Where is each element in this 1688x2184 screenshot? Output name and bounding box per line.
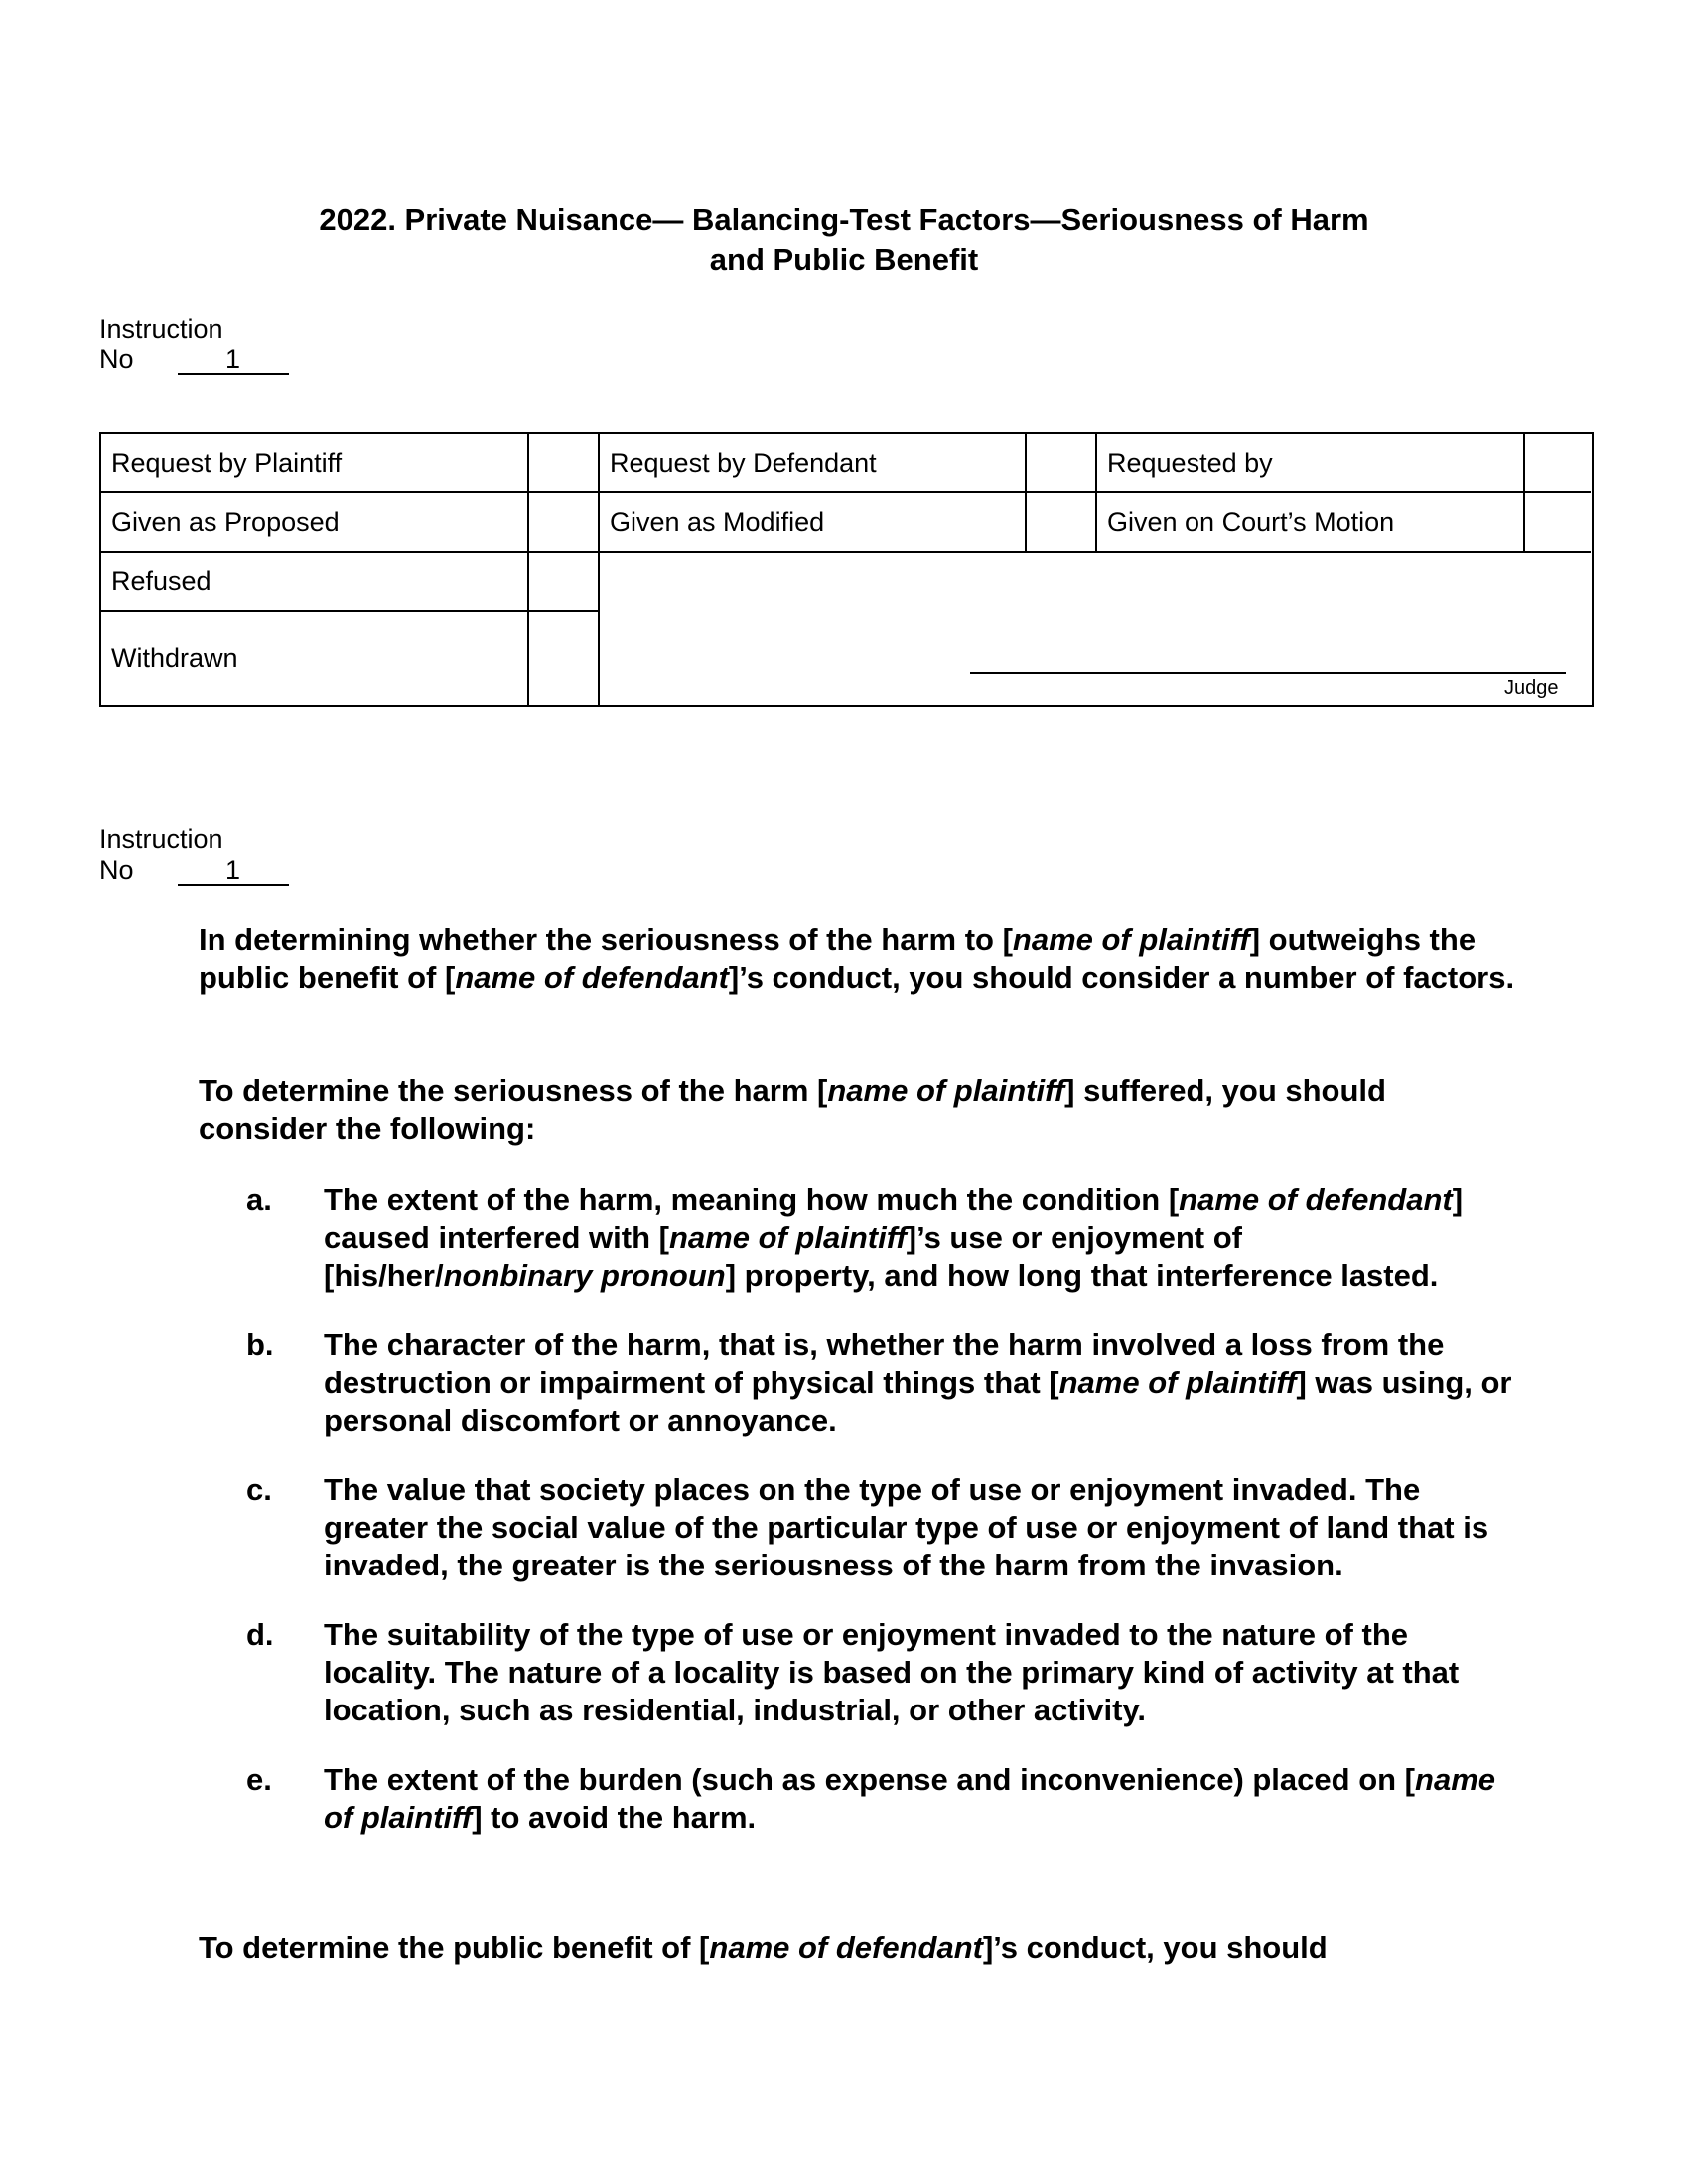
request-by-defendant-label: Request by Defendant (610, 447, 877, 478)
placeholder-name-of-defendant: name of defendant (1179, 1182, 1453, 1217)
list-item: a. The extent of the harm, meaning how much the condition [name of defendant] caused interfered with [name of plaintiff]’s use or enjoyment of [his/her/nonbinary pronoun] property, and how long that interference lasted. (246, 1182, 1464, 1293)
paragraph-intro: In determining whether the seriousness of the harm to [name of plaintiff] outweighs the public benefit of [name of defendant]’s conduct, you should consider a number of factors. (199, 922, 1515, 995)
instruction-no-row (99, 855, 289, 886)
list-item: b. The character of the harm, that is, whether the harm involved a loss from the destruction or impairment of physical things that [name of plaintiff] was using, or personal discomfort or annoyance. (246, 1327, 1512, 1437)
given-on-courts-motion-checkbox[interactable] (1525, 493, 1591, 551)
request-status-table (99, 432, 1594, 707)
instruction-number-header-body (99, 824, 289, 886)
given-as-modified-checkbox[interactable] (1027, 493, 1095, 551)
given-as-proposed-checkbox[interactable] (529, 493, 598, 551)
instruction-number-field[interactable]: 1 (178, 346, 289, 375)
instruction-no-row (99, 344, 289, 375)
list-item-label: a. (246, 1182, 272, 1217)
placeholder-nonbinary-pronoun: nonbinary pronoun (443, 1258, 726, 1293)
list-item: d. The suitability of the type of use or enjoyment invaded to the nature of the locality. The nature of a locality is based on the primary kind of activity at that location, such as residential, industrial, or other activity. (246, 1617, 1460, 1727)
paragraph-public-benefit-intro: To determine the public benefit of [name of defendant]’s conduct, you should (199, 1930, 1328, 1965)
given-as-modified-label: Given as Modified (610, 506, 825, 537)
instruction-label: Instruction (99, 824, 223, 854)
request-by-plaintiff-checkbox[interactable] (529, 434, 598, 491)
paragraph-seriousness-intro: To determine the seriousness of the harm [name of plaintiff] suffered, you should consider the following: (199, 1073, 1386, 1146)
given-as-proposed-label: Given as Proposed (111, 506, 340, 537)
requested-by-checkbox[interactable] (1525, 434, 1591, 491)
placeholder-name-of-plaintiff: name of plaintiff (1058, 1365, 1297, 1400)
list-item: c. The value that society places on the type of use or enjoyment invaded. The greater the social value of the particular type of use or enjoyment of land that is invaded, the greater is the seriousness of the harm from the invasion. (246, 1472, 1489, 1582)
instruction-number-header (99, 314, 289, 375)
placeholder-name-of-defendant: name of defendant (455, 960, 729, 995)
placeholder-name-of-defendant: name of defendant (709, 1930, 983, 1965)
no-label: No (99, 344, 134, 374)
list-item-label: e. (246, 1762, 272, 1797)
refused-checkbox[interactable] (529, 553, 598, 610)
judge-label: Judge (1504, 677, 1559, 699)
placeholder-name-of-plaintiff: name of plaintiff (827, 1073, 1065, 1108)
title-line-1: 2022. Private Nuisance— Balancing-Test Factors—Seriousness of Harm (319, 203, 1369, 237)
request-by-defendant-checkbox[interactable] (1027, 434, 1095, 491)
list-item-label: d. (246, 1617, 274, 1652)
list-item-label: c. (246, 1472, 272, 1507)
instruction-number-field[interactable]: 1 (178, 857, 289, 886)
withdrawn-label: Withdrawn (111, 642, 238, 673)
given-on-courts-motion-label: Given on Court’s Motion (1107, 506, 1395, 537)
withdrawn-checkbox[interactable] (529, 612, 598, 705)
placeholder-name-of-plaintiff: name of plaintiff (324, 1762, 1495, 1835)
no-label: No (99, 855, 134, 885)
list-item-label: b. (246, 1327, 274, 1362)
factors-list (199, 1181, 1519, 1868)
refused-label: Refused (111, 566, 211, 596)
list-item: e. The extent of the burden (such as expense and inconvenience) placed on [name of plaintiff] to avoid the harm. (246, 1762, 1495, 1835)
request-by-plaintiff-label: Request by Plaintiff (111, 447, 343, 478)
instruction-label: Instruction (99, 314, 223, 343)
document-title (0, 201, 1688, 280)
placeholder-name-of-plaintiff: name of plaintiff (1012, 922, 1250, 957)
title-line-2: and Public Benefit (709, 242, 979, 277)
placeholder-name-of-plaintiff: name of plaintiff (668, 1220, 907, 1255)
judge-signature-line[interactable] (970, 672, 1566, 674)
requested-by-label: Requested by (1107, 447, 1273, 478)
